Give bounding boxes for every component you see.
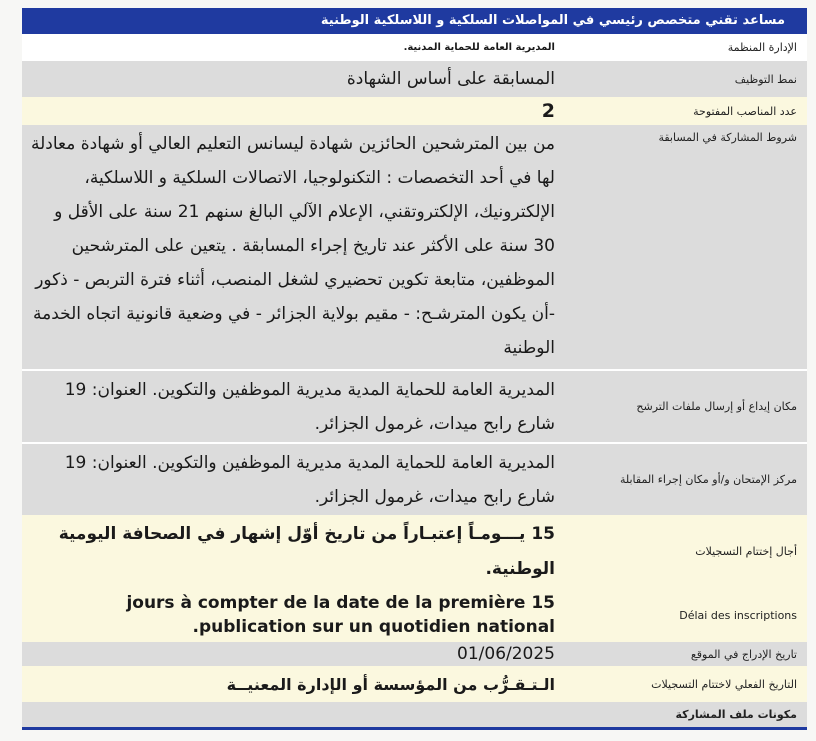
deposit-label: مكان إيداع أو إرسال ملفات الترشح bbox=[561, 370, 807, 443]
open-posts-label: عدد المناصب المفتوحة bbox=[561, 97, 807, 125]
row-deadline-ar bbox=[22, 515, 807, 588]
row-organizer bbox=[22, 34, 807, 61]
deadline-value: 15 يـــومـاً إعتبـاراً من تاريخ أوّل إشهار في الصحافة اليومية الوطنية. bbox=[22, 515, 561, 588]
job-details-table bbox=[22, 34, 807, 727]
row-recruit-mode bbox=[22, 61, 807, 97]
job-title-bar bbox=[22, 8, 807, 34]
posted-date-label: تاريخ الإدراج في الموقع bbox=[561, 642, 807, 666]
row-exam-center bbox=[22, 443, 807, 515]
conditions-value: من بين المترشحين الحائزين شهادة ليسانس التعليم العالي أو شهادة معادلة لها في أحد التخصصات : التكنولوجيا، الاتصالات السلكية و اللاسلكية، الإلكترونيك، الإلكتروتقني، الإعلام الآلي البالغ سنهم 21 سنة على الأقل و 30 سنة على الأكثر عند تاريخ إجراء المسابقة . يتعين على المترشحين الموظفين، متابعة تكوين تحضيري لشغل المنصب، أثناء فترة التربص - ذكور -أن يكون المترشـح: - مقيم بولاية الجزائر - في وضعية قانونية اتجاه الخدمة الوطنية bbox=[22, 125, 561, 370]
bottom-divider bbox=[22, 727, 807, 730]
delay-value: 15 jours à compter de la date de la première publication sur un quotidien national. bbox=[22, 588, 561, 642]
delay-label: Délai des inscriptions bbox=[561, 588, 807, 642]
row-deadline-fr bbox=[22, 588, 807, 642]
recruit-mode-value: المسابقة على أساس الشهادة bbox=[22, 61, 561, 97]
row-file-components bbox=[22, 702, 807, 727]
row-deposit bbox=[22, 370, 807, 443]
row-actual-deadline bbox=[22, 666, 807, 702]
exam-center-label: مركز الإمتحان و/أو مكان إجراء المقابلة bbox=[561, 443, 807, 515]
job-offer-sheet bbox=[22, 8, 807, 730]
organizer-value: المديرية العامة للحماية المدنية. bbox=[22, 34, 561, 61]
row-open-posts bbox=[22, 97, 807, 125]
deadline-label: أجال إختتام التسجيلات bbox=[561, 515, 807, 588]
job-title: مساعد تقني متخصص رئيسي في المواصلات السلكية و اللاسلكية الوطنية bbox=[320, 13, 785, 28]
deposit-value: المديرية العامة للحماية المدية مديرية الموظفين والتكوين. العنوان: 19 شارع رابح ميدات، غرمول الجزائر. bbox=[22, 370, 561, 443]
conditions-label: شروط المشاركة في المسابقة bbox=[561, 125, 807, 370]
file-components-value bbox=[22, 702, 561, 727]
file-components-label: مكونات ملف المشاركة bbox=[561, 702, 807, 727]
posted-date-value: 01/06/2025 bbox=[22, 642, 561, 666]
row-posted-date bbox=[22, 642, 807, 666]
open-posts-value: 2 bbox=[22, 97, 561, 125]
row-conditions bbox=[22, 125, 807, 370]
actual-deadline-value: الـتـقـرُّب من المؤسسة أو الإدارة المعنيــة bbox=[22, 666, 561, 702]
actual-deadline-label: التاريخ الفعلي لاختتام التسجيلات bbox=[561, 666, 807, 702]
recruit-mode-label: نمط التوظيف bbox=[561, 61, 807, 97]
exam-center-value: المديرية العامة للحماية المدية مديرية الموظفين والتكوين. العنوان: 19 شارع رابح ميدات، غرمول الجزائر. bbox=[22, 443, 561, 515]
organizer-label: الإدارة المنظمة bbox=[561, 34, 807, 61]
